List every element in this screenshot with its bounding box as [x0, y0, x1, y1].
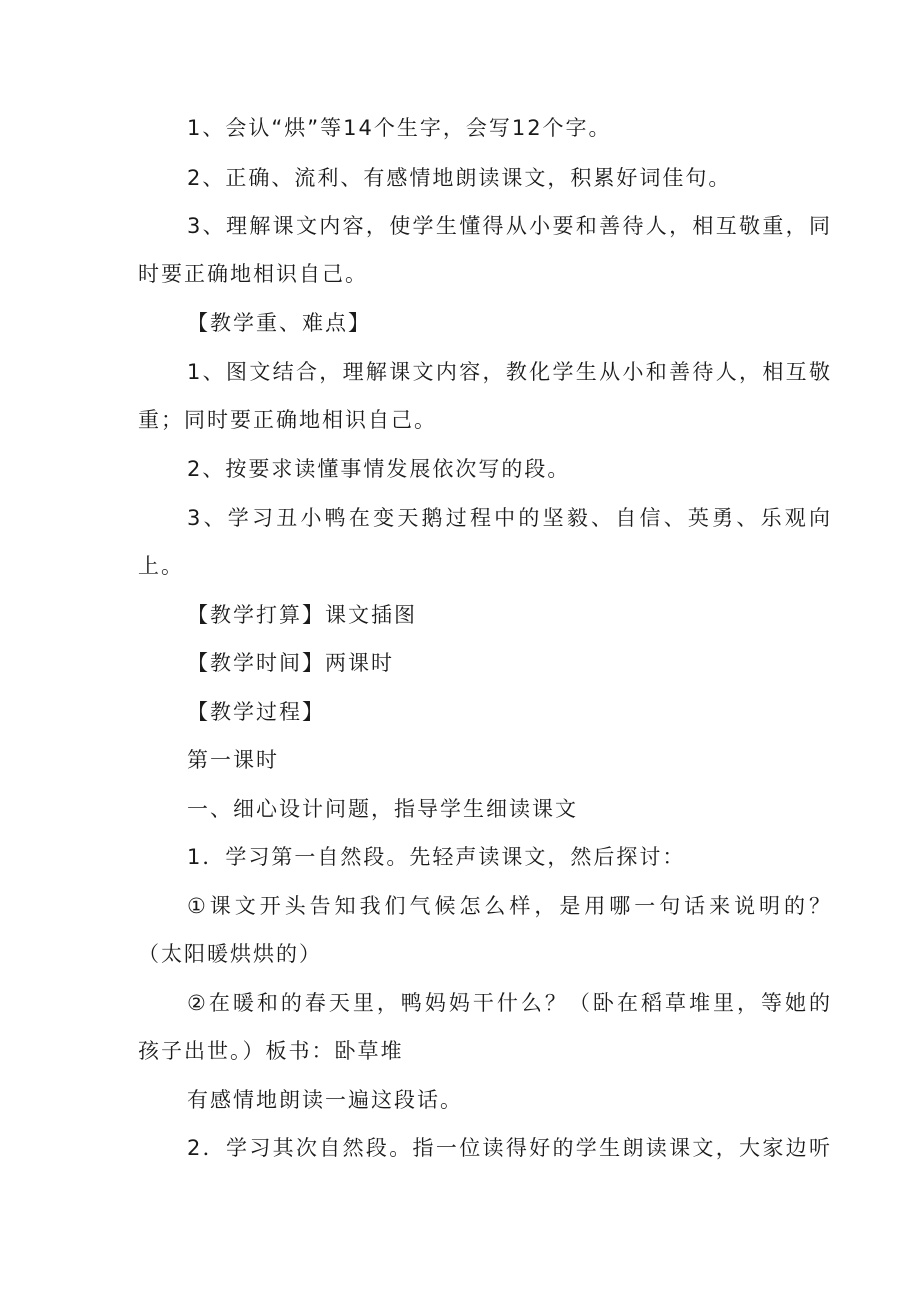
objective-line-1: 1、会认“烘”等14个生字，会写12个字。	[187, 116, 612, 140]
key-point-line-3: 3、学习丑小鸭在变天鹅过程中的坚毅、自信、英勇、乐观向	[187, 506, 830, 530]
reading-instruction: 有感情地朗读一遍这段话。	[187, 1088, 463, 1112]
objective-line-3: 3、理解课文内容，使学生懂得从小要和善待人，相互敬重，同	[187, 214, 830, 238]
lesson-heading-first: 第一课时	[187, 748, 279, 772]
step-heading-1: 一、细心设计问题，指导学生细读课文	[187, 797, 578, 821]
section-heading-process: 【教学过程】	[187, 700, 325, 724]
key-point-line-1-cont: 重；同时要正确地相识自己。	[138, 408, 437, 432]
section-heading-key-points: 【教学重、难点】	[187, 311, 371, 335]
question-1-answer: （太阳暖烘烘的）	[138, 942, 322, 966]
step-item-1: 1．学习第一自然段。先轻声读课文，然后探讨：	[187, 845, 686, 869]
section-heading-time: 【教学时间】两课时	[187, 651, 394, 675]
question-2-cont: 孩子出世。）板书：卧草堆	[138, 1039, 404, 1063]
question-1: ①课文开头告知我们气候怎么样，是用哪一句话来说明的？	[187, 894, 830, 918]
objective-line-3-cont: 时要正确地相识自己。	[138, 262, 368, 286]
step-item-2: 2．学习其次自然段。指一位读得好的学生朗读课文，大家边听	[187, 1136, 830, 1160]
key-point-line-1: 1、图文结合，理解课文内容，教化学生从小和善待人，相互敬	[187, 360, 830, 384]
question-2: ②在暖和的春天里，鸭妈妈干什么？（卧在稻草堆里，等她的	[187, 991, 830, 1015]
key-point-line-2: 2、按要求读懂事情发展依次写的段。	[187, 457, 571, 481]
key-point-line-3-cont: 上。	[138, 554, 184, 578]
objective-line-2: 2、正确、流利、有感情地朗读课文，积累好词佳句。	[187, 166, 732, 190]
section-heading-preparation: 【教学打算】课文插图	[187, 603, 417, 627]
